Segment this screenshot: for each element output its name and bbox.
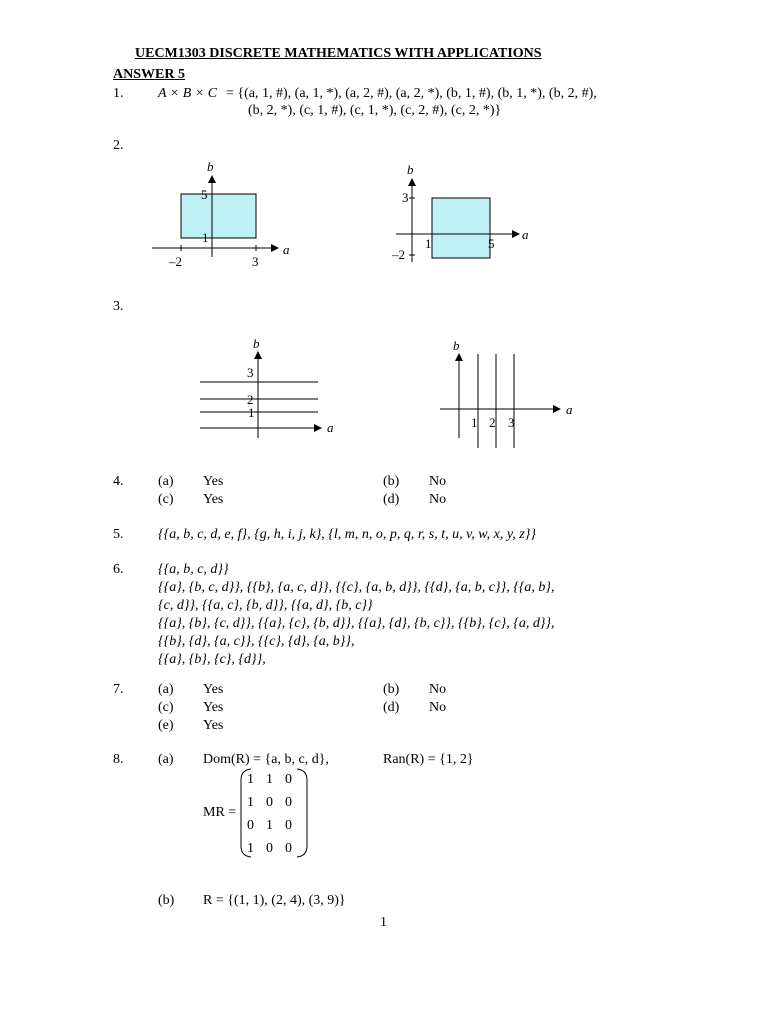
q7-d-label: (d) — [383, 700, 400, 715]
q4-c-value: Yes — [203, 492, 224, 507]
q5-partition: {{a, b, c, d, e, f}, {g, h, i, j, k}, {l, m, n, o, p, q, r, s, t, u, v, w, x, y, z}} — [158, 527, 536, 542]
q7-a-label: (a) — [158, 682, 174, 697]
q7-a-value: Yes — [203, 682, 224, 697]
matrix-cell: 1 — [247, 840, 254, 856]
q7-b-label: (b) — [383, 682, 400, 697]
right-paren-icon — [297, 769, 307, 857]
matrix-cell: 0 — [285, 840, 292, 856]
q1-number: 1. — [113, 86, 124, 101]
q3-number: 3. — [113, 299, 124, 314]
q8-range: Ran(R) = {1, 2} — [383, 752, 474, 767]
matrix-cell: 0 — [285, 771, 292, 787]
q3-left-y3: 3 — [247, 365, 254, 380]
matrix-cell: 0 — [266, 794, 273, 810]
matrix-cell: 1 — [266, 817, 273, 833]
q7-d-value: No — [429, 700, 447, 715]
q4-number: 4. — [113, 474, 124, 489]
q2-left-y-mid: 1 — [202, 230, 209, 245]
matrix-cell: 1 — [266, 771, 273, 787]
q3-right-b-label: b — [453, 338, 460, 353]
q8-domain: Dom(R) = {a, b, c, d}, — [203, 752, 329, 767]
q7-number: 7. — [113, 682, 124, 697]
q2-right-x-left: 1 — [425, 236, 432, 251]
answer-title: ANSWER 5 — [113, 67, 185, 82]
q6-line-5: {{b}, {d}, {a, c}}, {{c}, {d}, {a, b}}, — [158, 634, 355, 649]
q5-number: 5. — [113, 527, 124, 542]
q4-b-value: No — [429, 474, 447, 489]
q2-number: 2. — [113, 138, 124, 153]
q2-right-b-label: b — [407, 162, 414, 177]
q1-line-2: (b, 2, *), (c, 1, #), (c, 1, *), (c, 2, #), (c, 2, *)} — [248, 103, 502, 118]
matrix-row — [241, 791, 298, 814]
matrix-cell: 0 — [247, 817, 254, 833]
q7-b-value: No — [429, 682, 447, 697]
q8-b-label: (b) — [158, 893, 175, 908]
q3-left-y1: 1 — [248, 405, 255, 420]
q1-expression: A × B × C — [158, 86, 218, 101]
q6-line-1: {{a, b, c, d}} — [158, 562, 229, 577]
q6-line-6: {{a}, {b}, {c}, {d}}, — [158, 652, 266, 667]
q2-right-y-top: 3 — [402, 190, 409, 205]
q8-relation: R = {(1, 1), (2, 4), (3, 9)} — [203, 893, 346, 908]
q2-left-y-top: 5 — [201, 187, 208, 202]
relation-matrix — [241, 768, 298, 860]
q3-left-y2: 2 — [247, 392, 254, 407]
matrix-row — [241, 768, 298, 791]
q2-left-x-left: –2 — [169, 254, 182, 269]
q8-a-label: (a) — [158, 752, 174, 767]
q3-right-x2: 2 — [489, 415, 496, 430]
q3-left-a-label: a — [327, 420, 334, 435]
q6-number: 6. — [113, 562, 124, 577]
q6-line-4: {{a}, {b}, {c, d}}, {{a}, {c}, {b, d}}, {{a}, {d}, {b, c}}, {{b}, {c}, {a, d}}, — [158, 616, 555, 631]
q6-line-3: {c, d}}, {{a, c}, {b, d}}, {{a, d}, {b, c}} — [158, 598, 373, 613]
q2-right-x-right: 5 — [488, 236, 495, 251]
q4-a-value: Yes — [203, 474, 224, 489]
q4-b-label: (b) — [383, 474, 400, 489]
matrix-cell: 0 — [285, 794, 292, 810]
page-number: 1 — [380, 915, 387, 930]
matrix-label: MR = — [203, 805, 237, 820]
q3-left-b-label: b — [253, 336, 260, 351]
matrix-row — [241, 814, 298, 837]
q4-c-label: (c) — [158, 492, 174, 507]
q2-left-x-right: 3 — [252, 254, 259, 269]
q4-a-label: (a) — [158, 474, 174, 489]
q7-e-label: (e) — [158, 718, 174, 733]
q3-right-x1: 1 — [471, 415, 478, 430]
matrix-cell: 1 — [247, 771, 254, 787]
q4-d-label: (d) — [383, 492, 400, 507]
q3-right-x3: 3 — [508, 415, 515, 430]
q7-c-value: Yes — [203, 700, 224, 715]
q2-right-a-label: a — [522, 227, 529, 242]
matrix-cell: 1 — [247, 794, 254, 810]
q8-number: 8. — [113, 752, 124, 767]
matrix-cell: 0 — [266, 840, 273, 856]
q7-e-value: Yes — [203, 718, 224, 733]
q2-left-b-label: b — [207, 159, 214, 174]
q2-left-a-label: a — [283, 242, 290, 257]
q1-line-1: = {(a, 1, #), (a, 1, *), (a, 2, #), (a, 2, *), (b, 1, #), (b, 1, *), (b, 2, #), — [226, 86, 597, 101]
q6-line-2: {{a}, {b, c, d}}, {{b}, {a, c, d}}, {{c}, {a, b, d}}, {{d}, {a, b, c}}, {{a, b}, — [158, 580, 555, 595]
q7-c-label: (c) — [158, 700, 174, 715]
q4-d-value: No — [429, 492, 447, 507]
matrix-cell: 0 — [285, 817, 292, 833]
q3-right-a-label: a — [566, 402, 573, 417]
matrix-row — [241, 837, 298, 860]
course-title: UECM1303 DISCRETE MATHEMATICS WITH APPLICATIONS — [135, 46, 542, 61]
q2-right-y-bottom: –2 — [392, 247, 405, 262]
